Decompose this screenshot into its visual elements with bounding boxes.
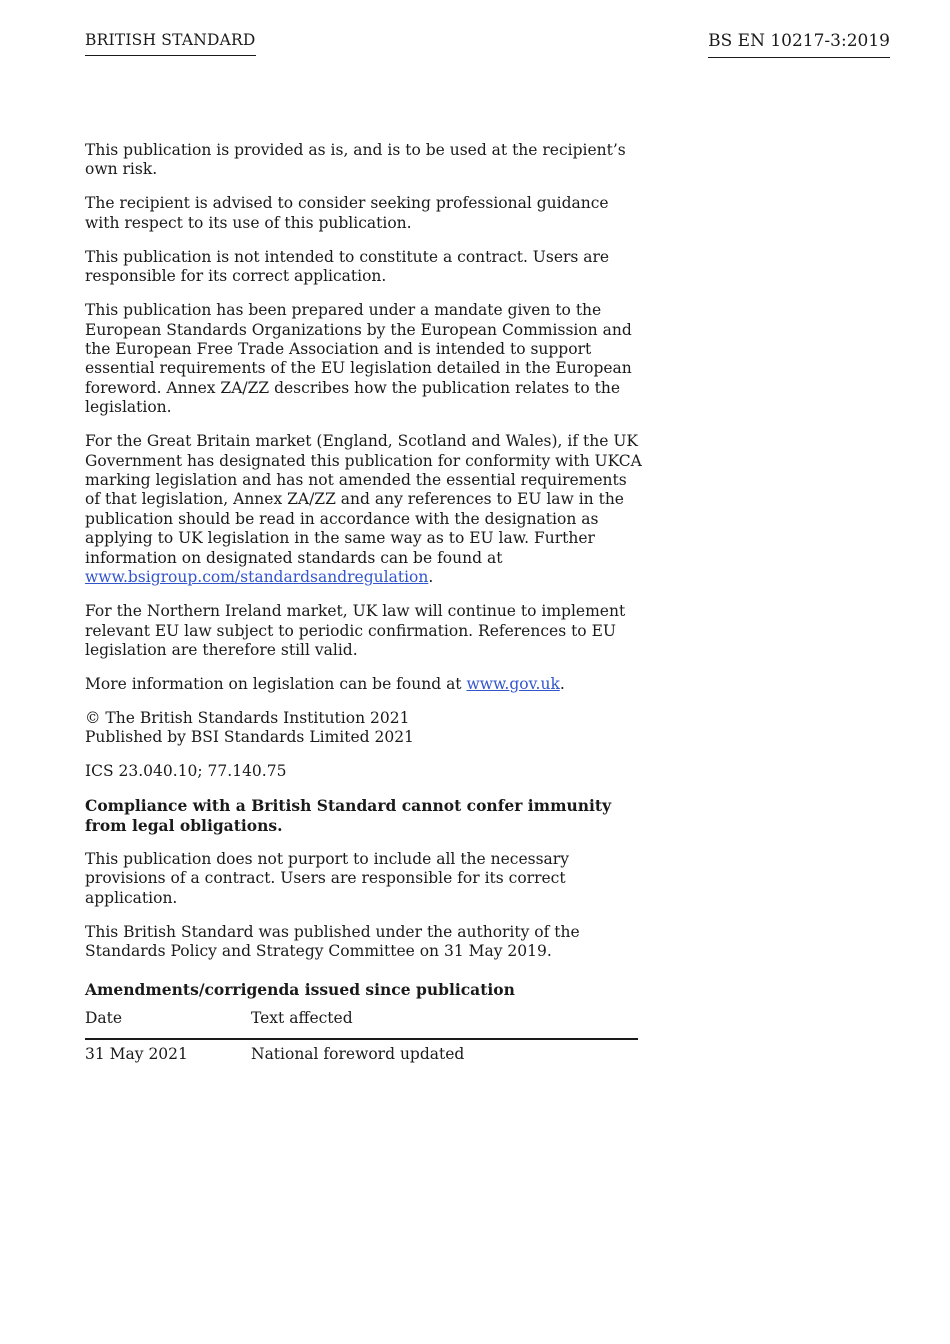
paragraph-more-info-end: . <box>559 674 565 693</box>
compliance-statement: Compliance with a British Standard cannot confer immunity from legal obligations. <box>85 796 612 835</box>
paragraph-northern-ireland: For the Northern Ireland market, UK law will continue to implement relevant EU law subject to periodic confirmation. References to EU legislation are therefore still valid. <box>85 602 626 659</box>
gov-uk-link[interactable]: www.gov.uk <box>466 674 560 693</box>
paragraph-great-britain-text: For the Great Britain market (England, Scotland and Wales), if the UK Government has designated this publication for conformity with UKCA marking legislation and has not amended the essential requirements of that legislation, Annex ZA/ZZ and any references to EU law in the publication should be read in accordance with the designation as applying to UK legislation in the same way as to EU law. Further information on designated standards can be found at <box>85 432 642 567</box>
paragraph-great-britain <box>85 432 645 587</box>
amendments-header-row <box>85 1009 638 1039</box>
column-header-text-affected: Text affected <box>251 1009 638 1039</box>
paragraph-mandate: This publication has been prepared under a mandate given to the European Standards Organizations by the European Commission and the European Free Trade Association and is intended to support essential requirements of the EU legislation detailed in the European foreword. Annex ZA/ZZ describes how the publication relates to the legislation. <box>85 301 632 417</box>
paragraph-provisions: This publication does not purport to include all the necessary provisions of a contract. Users are responsible for its correct application. <box>85 849 569 907</box>
paragraph-contract: This publication is not intended to constitute a contract. Users are responsible for its correct application. <box>85 247 610 286</box>
header-standard-number: BS EN 10217-3:2019 <box>708 31 890 58</box>
amendments-title: Amendments/corrigenda issued since publication <box>85 980 515 1000</box>
paragraph-more-info <box>85 675 645 694</box>
copyright-block <box>85 709 645 748</box>
column-header-date: Date <box>85 1009 251 1039</box>
paragraph-risk: This publication is provided as is, and is to be used at the recipient’s own risk. <box>85 141 626 179</box>
paragraph-more-info-text: More information on legislation can be found at <box>85 674 467 693</box>
paragraph-authority: This British Standard was published under the authority of the Standards Policy and Strategy Committee on 31 May 2019. <box>85 922 580 960</box>
amendment-text: National foreword updated <box>251 1045 465 1064</box>
table-row <box>85 1039 638 1064</box>
paragraph-guidance: The recipient is advised to consider seeking professional guidance with respect to its use of this publication. <box>85 194 609 232</box>
amendment-date: 31 May 2021 <box>85 1045 188 1064</box>
bsigroup-link[interactable]: www.bsigroup.com/standardsandregulation <box>85 568 429 587</box>
main-content <box>85 141 645 1065</box>
paragraph-great-britain-end: . <box>428 568 434 587</box>
published-line: Published by BSI Standards Limited 2021 <box>85 728 414 747</box>
amendments-table <box>85 1009 638 1065</box>
copyright-line: © The British Standards Institution 2021 <box>85 708 410 727</box>
ics-codes: ICS 23.040.10; 77.140.75 <box>85 762 287 781</box>
header-standard-type: BRITISH STANDARD <box>85 31 256 56</box>
